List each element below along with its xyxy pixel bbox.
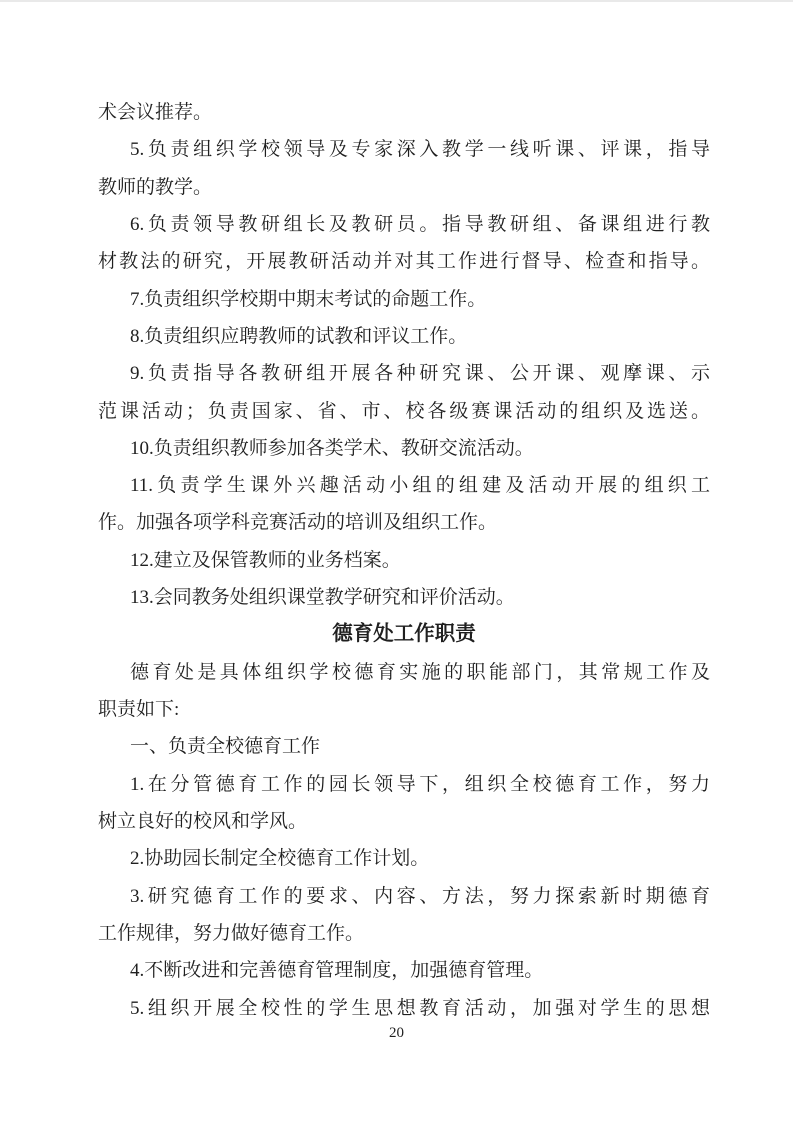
text-line: 教师的教学。 (98, 176, 213, 198)
scan-edge-artifact (0, 0, 793, 2)
text-line: 一、负责全校德育工作 (130, 736, 321, 758)
text-line: 13.会同教务处组织课堂教学研究和评价活动。 (130, 587, 515, 609)
text-line: 3.研究德育工作的要求、内容、方法，努力探索新时期德育 (130, 885, 710, 907)
text-line: 4.不断改进和完善德育管理制度，加强德育管理。 (130, 960, 544, 982)
text-line: 11.负责学生课外兴趣活动小组的组建及活动开展的组织工 (130, 475, 710, 497)
text-line: 8.负责组织应聘教师的试教和评议工作。 (130, 325, 468, 347)
text-line: 材教法的研究，开展教研活动并对其工作进行督导、检查和指导。 (98, 251, 710, 273)
text-line: 职责如下: (98, 699, 180, 720)
text-line: 5.负责组织学校领导及专家深入教学一线听课、评课，指导 (130, 139, 710, 161)
text-line: 1.在分管德育工作的园长领导下，组织全校德育工作，努力 (130, 773, 710, 795)
text-line: 2.协助园长制定全校德育工作计划。 (130, 848, 430, 870)
text-line: 范课活动；负责国家、省、市、校各级赛课活动的组织及选送。 (98, 400, 710, 422)
text-line: 5.组织开展全校性的学生思想教育活动，加强对学生的思想 (130, 997, 710, 1019)
text-line: 6.负责领导教研组长及教研员。指导教研组、备课组进行教 (130, 213, 710, 235)
text-line: 德育处是具体组织学校德育实施的职能部门，其常规工作及 (130, 661, 710, 683)
text-line: 7.负责组织学校期中期末考试的命题工作。 (130, 288, 487, 310)
text-line: 作。加强各项学科竞赛活动的培训及组织工作。 (98, 512, 498, 534)
text-line: 12.建立及保管教师的业务档案。 (130, 549, 401, 571)
text-line: 9.负责指导各教研组开展各种研究课、公开课、观摩课、示 (130, 363, 710, 385)
page-number: 20 (389, 1025, 404, 1041)
text-line: 树立良好的校风和学风。 (98, 810, 308, 832)
text-line: 10.负责组织教师参加各类学术、教研交流活动。 (130, 437, 534, 459)
text-line: 术会议推荐。 (98, 102, 213, 123)
section-heading: 德育处工作职责 (332, 623, 476, 646)
document-body (98, 94, 710, 1027)
text-line: 工作规律，努力做好德育工作。 (98, 922, 365, 944)
